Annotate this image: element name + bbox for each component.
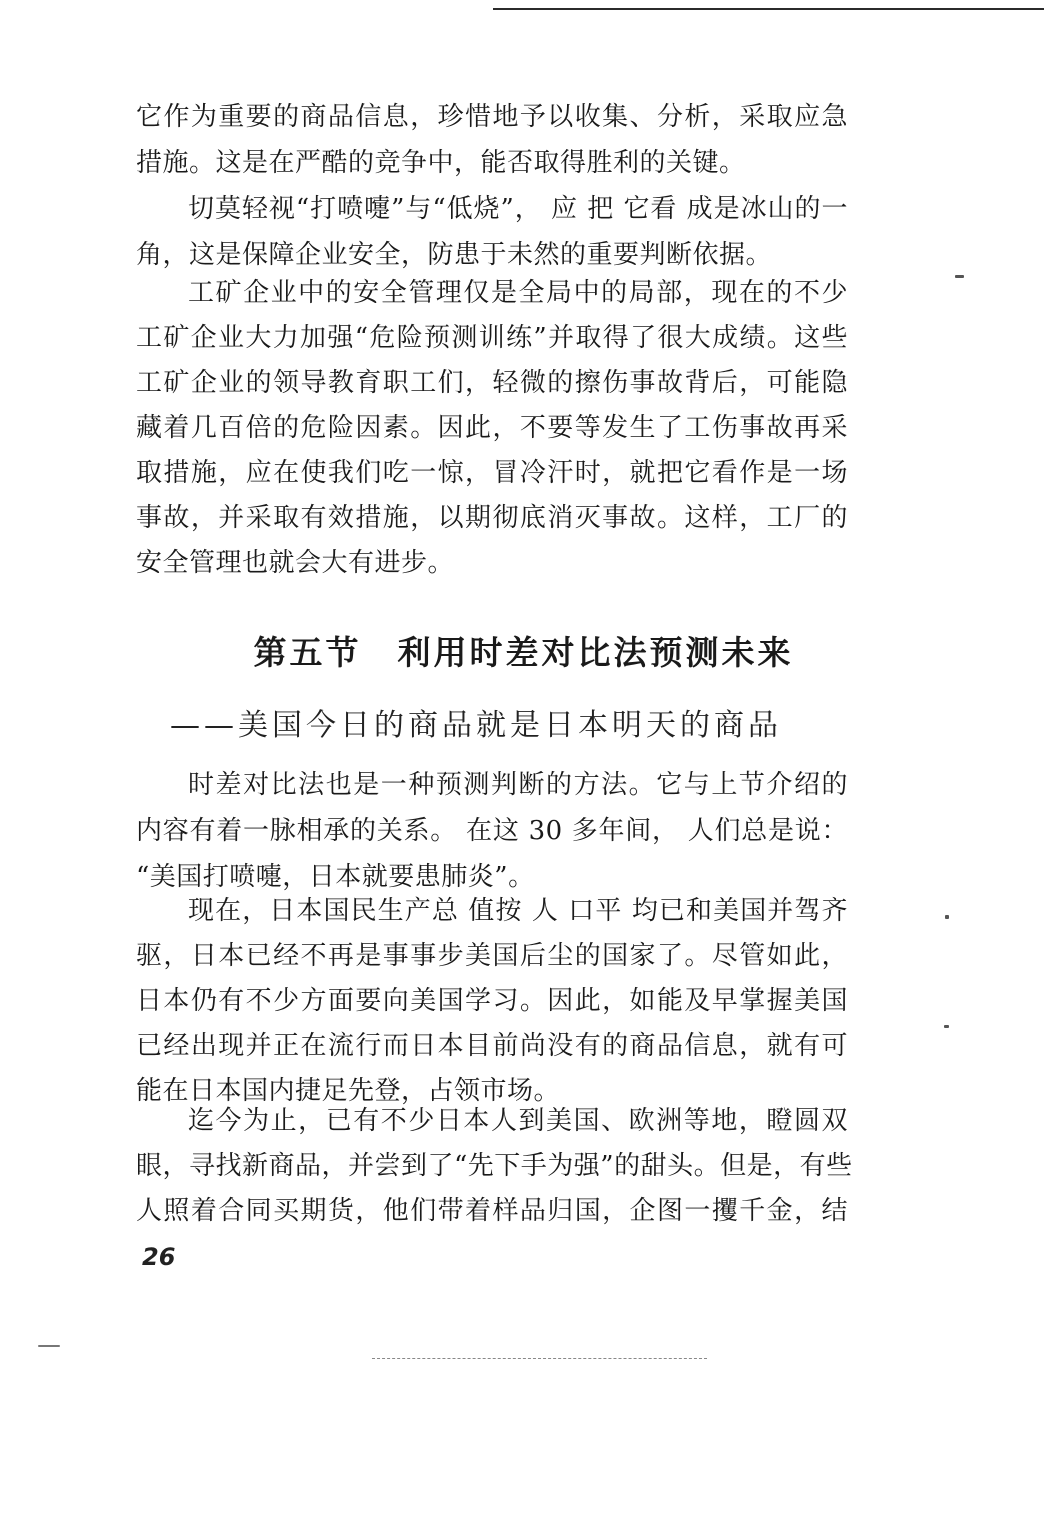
text-line: 切莫轻视“打喷嚏”与“低烧”， 应 把 它看 成是冰山的一 bbox=[188, 194, 848, 224]
text-line: 事故，并采取有效措施，以期彻底消灭事故。这样，工厂的 bbox=[136, 503, 848, 533]
text-line: 驱，日本已经不再是事事步美国后尘的国家了。尽管如此， bbox=[136, 941, 848, 971]
text-line: 迄今为止，已有不少日本人到美国、欧洲等地，瞪圆双 bbox=[188, 1106, 848, 1136]
text-line: 措施。这是在严酷的竞争中，能否取得胜利的关键。 bbox=[136, 148, 746, 178]
text-line: “美国打喷嚏，日本就要患肺炎”。 bbox=[136, 862, 535, 892]
text-line: 日本仍有不少方面要向美国学习。因此，如能及早掌握美国 bbox=[136, 986, 848, 1016]
text-line: 已经出现并正在流行而日本目前尚没有的商品信息，就有可 bbox=[136, 1031, 848, 1061]
text-line: 能在日本国内捷足先登，占领市场。 bbox=[136, 1076, 561, 1106]
scan-speck bbox=[945, 915, 949, 919]
paragraph-safety-management bbox=[136, 280, 848, 576]
text-line: 安全管理也就会大有进步。 bbox=[136, 548, 455, 578]
text-line: 工矿企业大力加强“危险预测训练”并取得了很大成绩。这些 bbox=[136, 323, 848, 353]
text-line: 工矿企业中的安全管理仅是全局中的局部，现在的不少 bbox=[188, 278, 848, 308]
paragraph-iceberg bbox=[136, 196, 848, 268]
text-line: 取措施，应在使我们吃一惊，冒冷汗时，就把它看作是一场 bbox=[136, 458, 848, 488]
paragraph-time-difference bbox=[136, 772, 848, 890]
scan-speck bbox=[955, 275, 964, 278]
text-line: 眼，寻找新商品，并尝到了“先下手为强”的甜头。但是，有些 bbox=[136, 1151, 853, 1181]
paragraph-continuation bbox=[136, 104, 848, 176]
text-line: 它作为重要的商品信息，珍惜地予以收集、分析，采取应急 bbox=[136, 102, 848, 132]
paragraph-new-products bbox=[136, 1106, 853, 1226]
section-heading: 第五节 利用时差对比法预测未来 bbox=[253, 633, 794, 672]
text-line: 人照着合同买期货，他们带着样品归国，企图一攫千金，结 bbox=[136, 1196, 848, 1226]
text-line: 内容有着一脉相承的关系。 在这 30 多年间， 人们总是说： bbox=[136, 816, 848, 846]
text-line: 藏着几百倍的危险因素。因此，不要等发生了工伤事故再采 bbox=[136, 413, 848, 443]
top-rule bbox=[493, 8, 1044, 10]
section-subheading: ——美国今日的商品就是日本明天的商品 bbox=[170, 708, 782, 743]
text-line: 工矿企业的领导教育职工们，轻微的擦伤事故背后，可能隐 bbox=[136, 368, 848, 398]
scan-dash-line bbox=[372, 1358, 707, 1360]
page-number: 26 bbox=[142, 1243, 176, 1271]
text-line: 现在，日本国民生产总 值按 人 口平 均已和美国并驾齐 bbox=[188, 896, 848, 926]
text-line: 角，这是保障企业安全，防患于未然的重要判断依据。 bbox=[136, 240, 773, 270]
scan-speck bbox=[38, 1345, 60, 1347]
paragraph-japan-gnp bbox=[136, 898, 848, 1104]
scan-speck bbox=[944, 1025, 949, 1028]
text-line: 时差对比法也是一种预测判断的方法。它与上节介绍的 bbox=[188, 770, 848, 800]
